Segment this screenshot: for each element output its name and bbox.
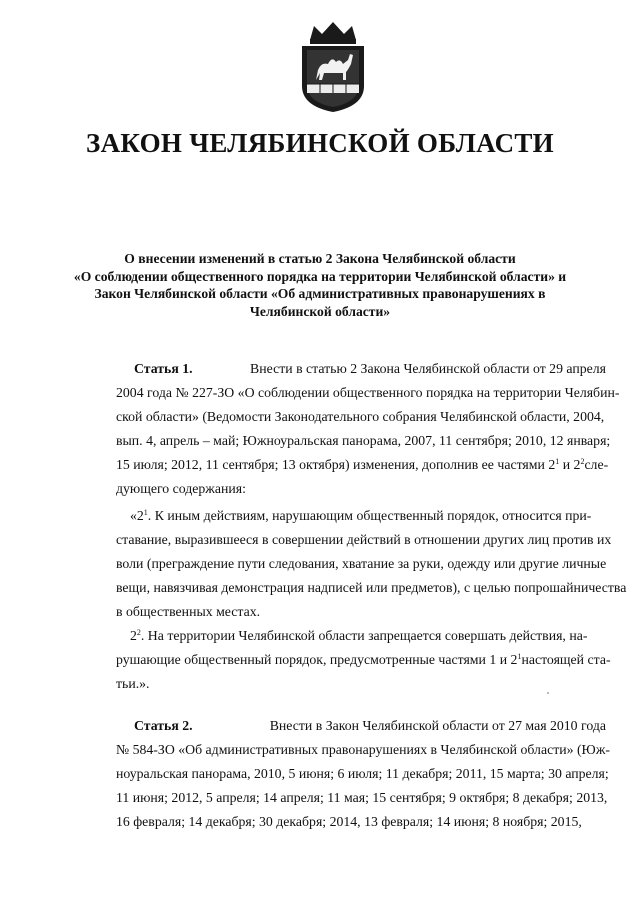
article-1-line: дующего содержания: — [116, 481, 246, 496]
quote-1-line: вещи, навязчивая демонстрация надписей или предметов), с целью попрошайничества — [116, 580, 627, 595]
article-2-line: Статья 2. Внести в Закон Челябинской области от 27 мая 2010 года — [116, 714, 606, 738]
subtitle-line: Закон Челябинской области «Об административных правонарушениях в — [94, 286, 546, 301]
quote-2-line: $2^2$. На территории Челябинской области запрещается совершать действия, на- — [130, 628, 588, 643]
article-2-line: ноуральская панорама, 2010, 5 июня; 6 июля; 11 декабря; 2011, 15 марта; 30 апреля; — [116, 766, 609, 781]
article-2-line: № 584-ЗО «Об административных правонарушениях в Челябинской области» (Юж- — [116, 742, 611, 757]
article-2-label: Статья 2. — [134, 718, 193, 733]
law-title: ЗАКОН ЧЕЛЯБИНСКОЙ ОБЛАСТИ — [86, 128, 554, 158]
quote-1-line: «$2^1$. К иным действиям, нарушающим общественный порядок, относится при- — [130, 508, 592, 523]
article-1-line: вып. 4, апрель – май; Южноуральская панорама, 2007, 11 сентября; 2010, 12 января; — [116, 433, 611, 448]
law-subtitle — [70, 250, 570, 320]
quote-1-line: в общественных местах. — [116, 604, 261, 619]
article-1 — [116, 357, 627, 696]
subtitle-line: О внесении изменений в статью 2 Закона Челябинской области — [124, 251, 516, 266]
quote-2-line: рушающие общественный порядок, предусмотренные частями 1 и $2^1$ настоящей ста- — [116, 652, 611, 667]
article-1-line: ской области» (Ведомости Законодательного собрания Челябинской области, 2004, — [116, 409, 605, 424]
quote-1-line: ставание, выразившееся в совершении действий в отношении других лиц против их — [116, 532, 612, 547]
article-1-line: 15 июля; 2012, 11 сентября; 13 октября) изменения, дополнив ее частями $2^1$ и $2^2$ сле- — [116, 457, 609, 472]
article-2-line: 16 февраля; 14 декабря; 30 декабря; 2014, 13 февраля; 14 июня; 8 ноября; 2015, — [116, 814, 582, 829]
article-1-line: 2004 года № 227-ЗО «О соблюдении общественного порядка на территории Челябин- — [116, 385, 620, 400]
subtitle-line: Челябинской области» — [249, 303, 391, 319]
scan-speck — [547, 692, 549, 694]
quote-2-line: тьи.». — [116, 676, 150, 691]
article-2-line: 11 июня; 2012, 5 апреля; 14 апреля; 11 мая; 15 сентября; 9 октября; 8 декабря; 2013, — [116, 790, 608, 805]
coat-of-arms-icon — [288, 20, 378, 114]
article-1-label: Статья 1. — [134, 361, 193, 376]
article-1-line: Статья 1. Внести в статью 2 Закона Челябинской области от 29 апреля — [116, 357, 606, 381]
subtitle-line: «О соблюдении общественного порядка на территории Челябинской области» и — [73, 268, 567, 284]
article-2 — [116, 714, 611, 834]
quote-1-line: воли (преграждение пути следования, хватание за руки, одежду или другие личные — [116, 556, 607, 571]
